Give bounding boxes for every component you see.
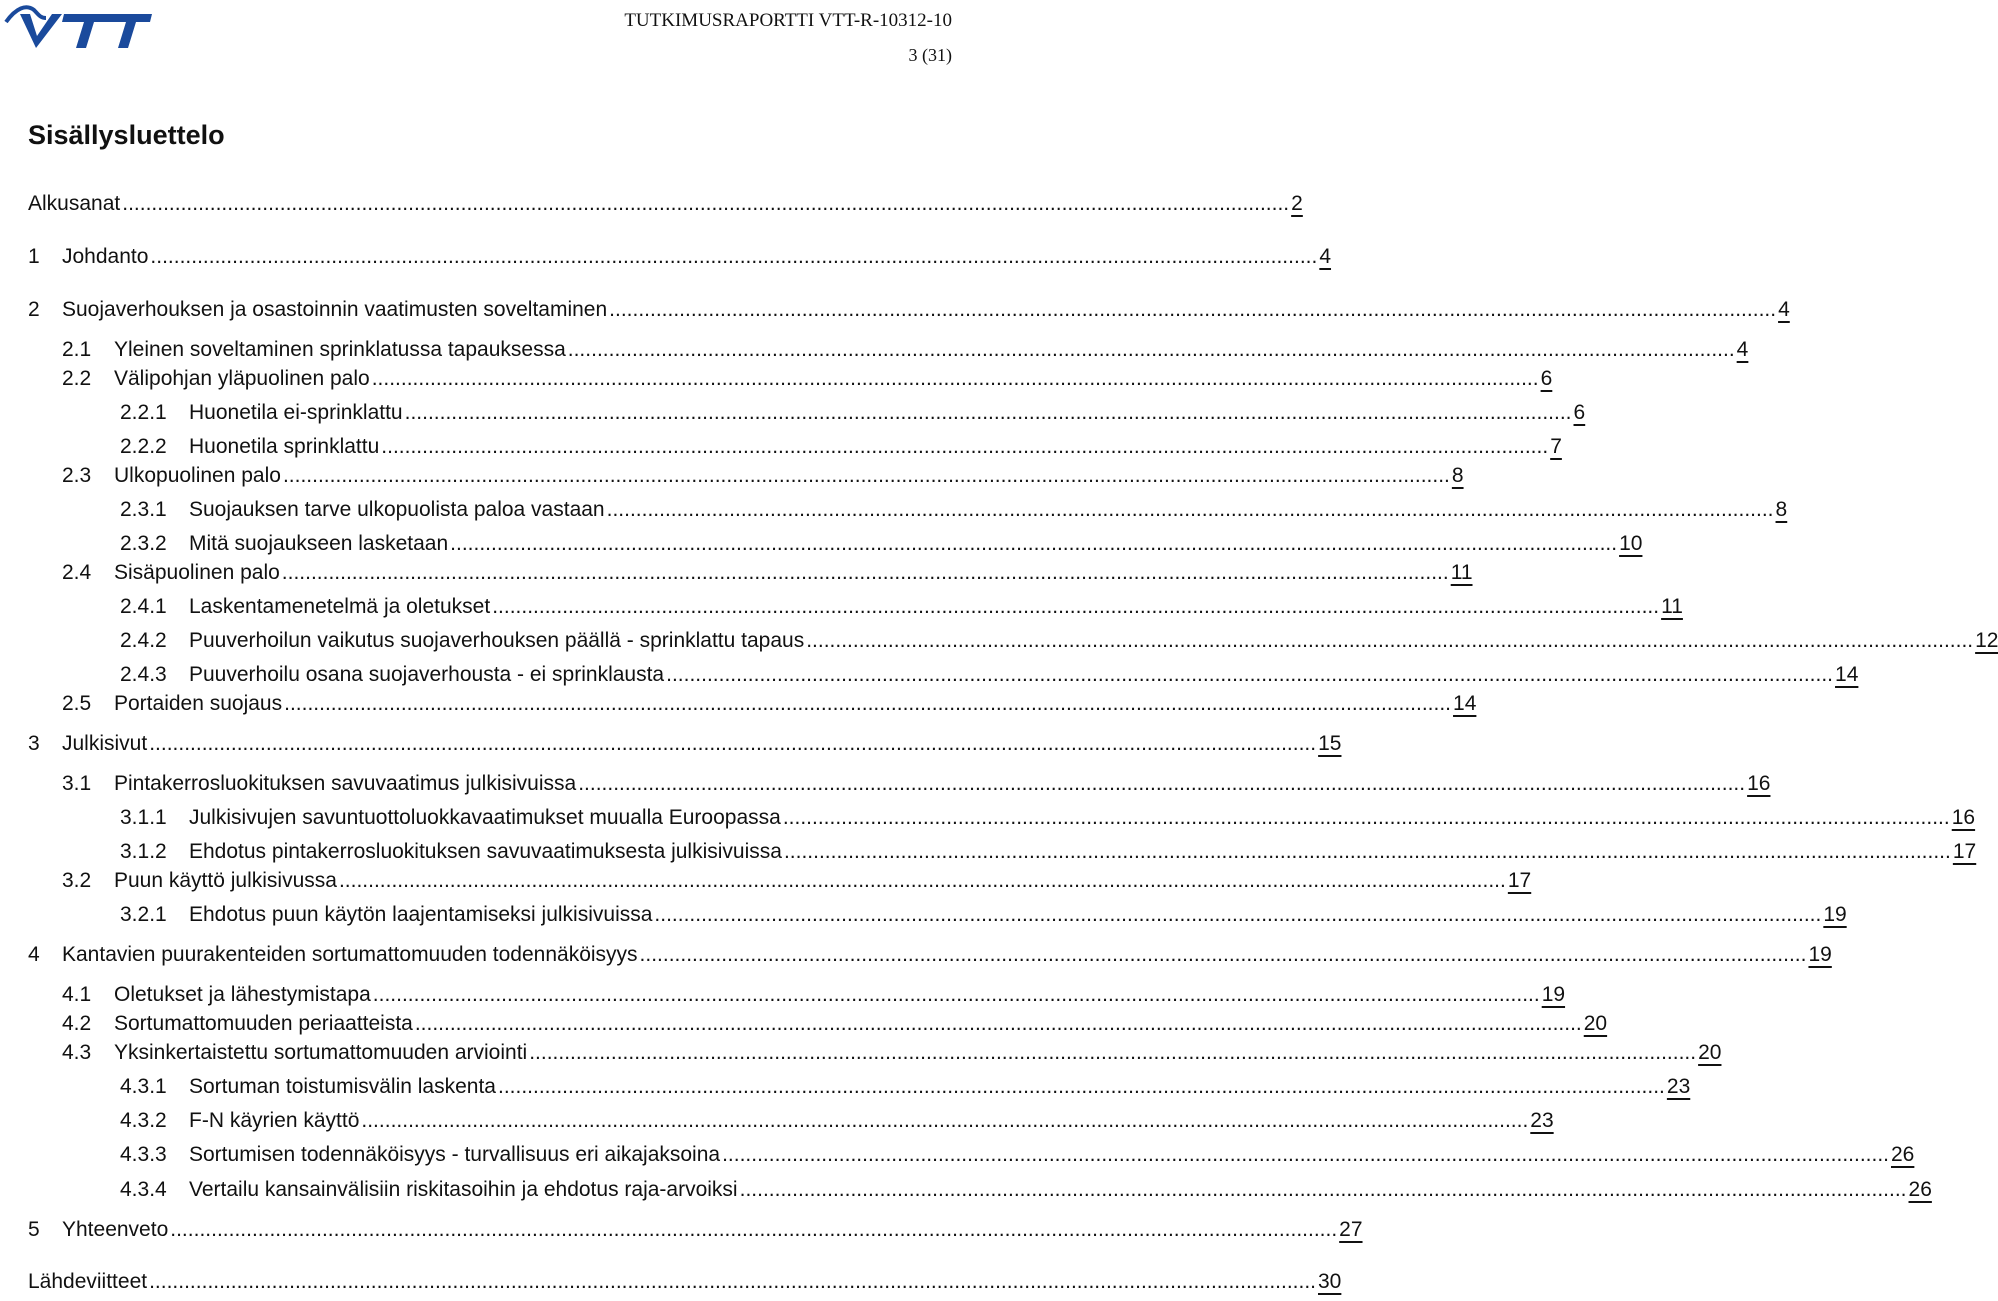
toc-entry-title: Oletukset ja lähestymistapa — [114, 983, 371, 1006]
toc-entry-number: 4.2 — [62, 1012, 92, 1035]
toc-entry-title: Huonetila ei-sprinklattu — [189, 401, 403, 424]
toc-entry-title: Mitä suojaukseen lasketaan — [189, 532, 449, 555]
toc-entry-number: 4 — [28, 943, 40, 966]
toc-entry-number: 3.1.2 — [120, 840, 167, 863]
toc-entry-number: 4.3.1 — [120, 1075, 167, 1098]
toc-entry-page[interactable]: 16 — [1747, 772, 1771, 795]
dot-leader: ........................................................................................................................................................................................................ — [639, 943, 1807, 966]
toc-entry[interactable] — [0, 729, 1342, 759]
toc-entry[interactable] — [0, 1175, 1932, 1205]
dot-leader: ........................................................................................................................................................................................................ — [782, 806, 1950, 829]
toc-entry-page[interactable]: 17 — [1507, 869, 1532, 892]
toc-entry-title: Sortumisen todennäköisyys - turvallisuus eri aikajaksoina — [189, 1143, 721, 1166]
toc-entry-title: Vertailu kansainvälisiin riskitasoihin ja ehdotus raja-arvoiksi — [189, 1178, 738, 1201]
toc-entry-title: Ehdotus pintakerrosluokituksen savuvaatimuksesta julkisivuissa — [189, 840, 782, 863]
dot-leader: ........................................................................................................................................................................................................ — [497, 1075, 1665, 1098]
toc-entry-title: Sortumattomuuden periaatteista — [114, 1012, 413, 1035]
toc-entry-number: 3.2 — [62, 869, 92, 892]
toc-entry[interactable] — [0, 1140, 1915, 1170]
toc-entry-page[interactable]: 2 — [1291, 192, 1303, 215]
toc-title: Sisällysluettelo — [28, 120, 225, 150]
toc-entry-number: 2.2.1 — [120, 401, 167, 424]
toc-entry[interactable] — [0, 461, 1464, 491]
toc-entry-number: 2.3.1 — [120, 498, 167, 521]
dot-leader: ........................................................................................................................................................................................................ — [149, 732, 1317, 755]
dot-leader: ........................................................................................................................................................................................................ — [666, 663, 1834, 686]
toc-entry-page[interactable]: 19 — [1823, 903, 1847, 926]
toc-entry-number: 2.3.2 — [120, 532, 167, 555]
dot-leader: ........................................................................................................................................................................................................ — [122, 192, 1290, 215]
dot-leader: ........................................................................................................................................................................................................ — [654, 903, 1822, 926]
dot-leader: ........................................................................................................................................................................................................ — [529, 1041, 1697, 1064]
toc-entry-number: 2.5 — [62, 692, 92, 715]
dot-leader: ........................................................................................................................................................................................................ — [170, 1218, 1338, 1241]
toc-entry-title: Portaiden suojaus — [114, 692, 283, 715]
dot-leader: ........................................................................................................................................................................................................ — [492, 595, 1660, 618]
toc-entry-title: Ulkopuolinen palo — [114, 464, 281, 487]
toc-entry-number: 2.2.2 — [120, 435, 167, 458]
toc-entry-title: Sortuman toistumisvälin laskenta — [189, 1075, 496, 1098]
dot-leader: ........................................................................................................................................................................................................ — [284, 692, 1452, 715]
toc-entry[interactable] — [0, 1215, 1363, 1245]
dot-leader: ........................................................................................................................................................................................................ — [450, 532, 1618, 555]
toc-entry[interactable] — [0, 1038, 1722, 1068]
toc-entry-title: Puun käyttö julkisivussa — [114, 869, 337, 892]
toc-entry-page[interactable]: 14 — [1835, 663, 1859, 686]
toc-entry-number: 2.2 — [62, 367, 92, 390]
toc-entry-title: Laskentamenetelmä ja oletukset — [189, 595, 491, 618]
toc-entry-page[interactable]: 20 — [1698, 1041, 1722, 1064]
toc-entry-number: 2.4.3 — [120, 663, 167, 686]
toc-entry[interactable] — [0, 592, 1683, 622]
toc-entry[interactable] — [0, 189, 1303, 219]
toc-entry-number: 3.1.1 — [120, 806, 167, 829]
toc-entry-number: 2.4.1 — [120, 595, 167, 618]
toc-entry-page[interactable]: 26 — [1891, 1143, 1915, 1166]
dot-leader: ........................................................................................................................................................................................................ — [281, 561, 1449, 584]
toc-entry-page[interactable]: 30 — [1318, 1270, 1342, 1293]
dot-leader: ........................................................................................................................................................................................................ — [381, 435, 1549, 458]
toc-entry[interactable] — [0, 1106, 1554, 1136]
toc-entry-number: 2.4.2 — [120, 629, 167, 652]
toc-entry-title: Suojauksen tarve ulkopuolista paloa vastaan — [189, 498, 605, 521]
toc-entry[interactable] — [0, 837, 1977, 867]
toc-entry-page[interactable]: 27 — [1339, 1218, 1363, 1241]
toc-entry-page[interactable]: 6 — [1540, 367, 1553, 390]
toc-entry-number: 5 — [28, 1218, 40, 1241]
toc-entry-title: Välipohjan yläpuolinen palo — [114, 367, 370, 390]
toc-entry[interactable] — [0, 689, 1477, 719]
dot-leader: ........................................................................................................................................................................................................ — [739, 1178, 1907, 1201]
toc-entry-title: Yksinkertaistettu sortumattomuuden arviointi — [114, 1041, 528, 1064]
dot-leader: ........................................................................................................................................................................................................ — [150, 245, 1318, 268]
toc-entry-number: 4.3.2 — [120, 1109, 167, 1132]
toc-entry[interactable] — [0, 242, 1332, 272]
toc-entry-page[interactable]: 11 — [1661, 595, 1683, 618]
toc-entry-page[interactable]: 7 — [1550, 435, 1562, 458]
toc-entry-page[interactable]: 4 — [1319, 245, 1332, 268]
dot-leader: ........................................................................................................................................................................................................ — [806, 629, 1974, 652]
toc-entry-title: Puuverhoilun vaikutus suojaverhouksen päällä - sprinklattu tapaus — [189, 629, 805, 652]
vtt-logo — [2, 0, 162, 56]
toc-entry-page[interactable]: 12 — [1975, 629, 1998, 652]
report-id: TUTKIMUSRAPORTTI VTT-R-10312-10 — [624, 10, 952, 31]
toc-entry-page[interactable]: 19 — [1541, 983, 1566, 1006]
toc-entry[interactable] — [0, 335, 1749, 365]
toc-entry[interactable] — [0, 866, 1532, 896]
toc-entry[interactable] — [0, 432, 1562, 462]
dot-leader: ........................................................................................................................................................................................................ — [783, 840, 1951, 863]
dot-leader: ........................................................................................................................................................................................................ — [609, 298, 1777, 321]
toc-entry-title: Huonetila sprinklattu — [189, 435, 380, 458]
toc-entry[interactable] — [0, 529, 1643, 559]
dot-leader: ........................................................................................................................................................................................................ — [372, 983, 1540, 1006]
toc-entry[interactable] — [0, 980, 1566, 1010]
toc-entry[interactable] — [0, 1267, 1342, 1297]
toc-entry[interactable] — [0, 769, 1771, 799]
toc-entry-page[interactable]: 20 — [1583, 1012, 1608, 1035]
toc-entry-number: 3 — [28, 732, 40, 755]
toc-entry-page[interactable]: 11 — [1450, 561, 1473, 584]
dot-leader: ........................................................................................................................................................................................................ — [338, 869, 1506, 892]
toc-entry-page[interactable]: 14 — [1453, 692, 1477, 715]
toc-entry-page[interactable]: 4 — [1778, 298, 1790, 321]
toc-entry[interactable] — [0, 900, 1847, 930]
dot-leader: ........................................................................................................................................................................................................ — [149, 1270, 1316, 1293]
toc-entry-title: Suojaverhouksen ja osastoinnin vaatimusten soveltaminen — [62, 298, 608, 321]
toc-entry-title: Pintakerrosluokituksen savuvaatimus julkisivuissa — [114, 772, 577, 795]
toc-entry-page[interactable]: 4 — [1736, 338, 1749, 361]
toc-entry-number: 3.1 — [62, 772, 92, 795]
toc-entry-number: 1 — [28, 245, 40, 268]
toc-entry-title: Sisäpuolinen palo — [114, 561, 280, 584]
toc-entry[interactable] — [0, 660, 1859, 690]
toc-entry[interactable] — [0, 940, 1832, 970]
dot-leader: ........................................................................................................................................................................................................ — [371, 367, 1539, 390]
dot-leader: ........................................................................................................................................................................................................ — [361, 1109, 1529, 1132]
toc-entry-number: 2.3 — [62, 464, 92, 487]
toc-entry[interactable] — [0, 295, 1790, 325]
toc-entry-title: F-N käyrien käyttö — [189, 1109, 360, 1132]
toc-entry-page[interactable]: 26 — [1908, 1178, 1932, 1201]
dot-leader: ........................................................................................................................................................................................................ — [722, 1143, 1889, 1166]
toc-entry-title: Puuverhoilu osana suojaverhousta - ei sprinklausta — [189, 663, 665, 686]
toc-entry-page[interactable]: 6 — [1573, 401, 1586, 424]
toc-entry-title: Julkisivujen savuntuottoluokkavaatimukset muualla Euroopassa — [189, 806, 781, 829]
toc-entry-number: 2 — [28, 298, 40, 321]
toc-entry-page[interactable]: 19 — [1808, 943, 1832, 966]
toc-entry-page[interactable]: 17 — [1952, 840, 1977, 863]
toc-entry-number: 2.4 — [62, 561, 92, 584]
toc-entry-number: 2.1 — [62, 338, 92, 361]
dot-leader: ........................................................................................................................................................................................................ — [282, 464, 1450, 487]
dot-leader: ........................................................................................................................................................................................................ — [567, 338, 1735, 361]
toc-entry-page[interactable]: 8 — [1451, 464, 1464, 487]
toc-entry-page[interactable]: 10 — [1619, 532, 1643, 555]
toc-entry[interactable] — [0, 626, 1998, 656]
toc-entry-title: Ehdotus puun käytön laajentamiseksi julkisivuissa — [189, 903, 653, 926]
toc-entry-title: Johdanto — [62, 245, 149, 268]
vtt-logo-icon — [2, 0, 162, 56]
toc-entry[interactable] — [0, 398, 1586, 428]
toc-entry-number: 4.3 — [62, 1041, 92, 1064]
toc-entry-page[interactable]: 8 — [1775, 498, 1788, 521]
toc-entry[interactable] — [0, 364, 1553, 394]
toc-entry-number: 4.3.3 — [120, 1143, 167, 1166]
toc-entry-title: Yleinen soveltaminen sprinklatussa tapauksessa — [114, 338, 566, 361]
dot-leader: ........................................................................................................................................................................................................ — [606, 498, 1774, 521]
dot-leader: ........................................................................................................................................................................................................ — [404, 401, 1572, 424]
toc-entry-title: Kantavien puurakenteiden sortumattomuuden todennäköisyys — [62, 943, 638, 966]
toc-entry-page[interactable]: 23 — [1666, 1075, 1691, 1098]
toc-entry[interactable] — [0, 495, 1788, 525]
toc-entry-title: Julkisivut — [62, 732, 148, 755]
toc-entry-page[interactable]: 23 — [1530, 1109, 1554, 1132]
toc-entry-title: Yhteenveto — [62, 1218, 169, 1241]
toc-entry-page[interactable]: 16 — [1951, 806, 1976, 829]
dot-leader: ........................................................................................................................................................................................................ — [414, 1012, 1582, 1035]
toc-entry[interactable] — [0, 1072, 1691, 1102]
toc-entry-title: Alkusanat — [28, 192, 121, 215]
toc-entry-title: Lähdeviitteet — [28, 1270, 148, 1293]
toc-entry[interactable] — [0, 1009, 1608, 1039]
toc-entry[interactable] — [0, 803, 1976, 833]
page-number: 3 (31) — [908, 45, 952, 65]
toc-entry-number: 4.3.4 — [120, 1178, 167, 1201]
toc-entry-number: 4.1 — [62, 983, 92, 1006]
toc-entry[interactable] — [0, 558, 1473, 588]
toc-entry-number: 3.2.1 — [120, 903, 167, 926]
toc-entry-page[interactable]: 15 — [1318, 732, 1342, 755]
dot-leader: ........................................................................................................................................................................................................ — [578, 772, 1746, 795]
